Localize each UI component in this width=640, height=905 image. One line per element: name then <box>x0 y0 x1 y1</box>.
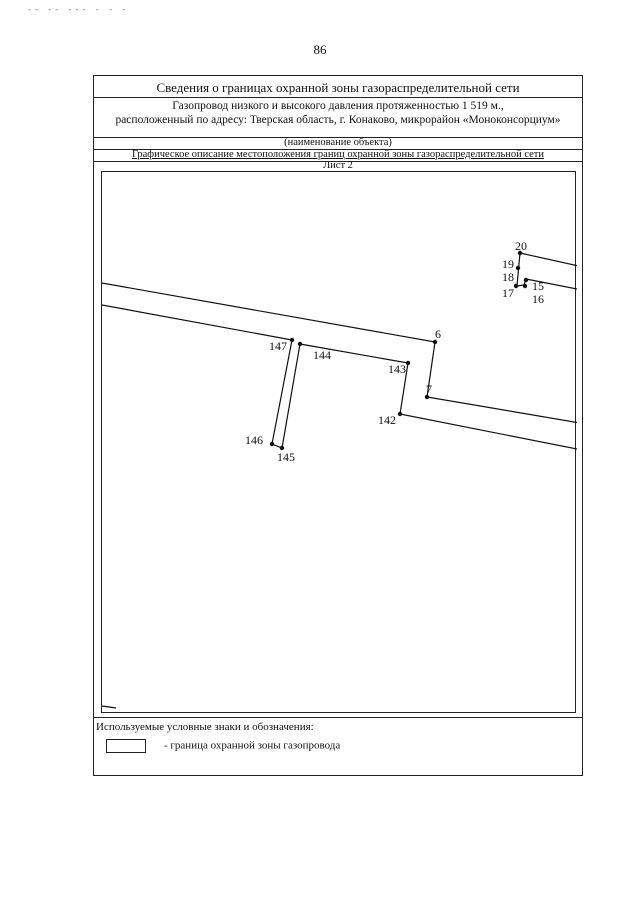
boundary-point <box>398 412 402 416</box>
point-label: 17 <box>502 286 514 300</box>
boundary-point <box>516 266 520 270</box>
legend-swatch <box>106 739 146 753</box>
boundary-point <box>406 361 410 365</box>
scan-artifact: -- -- --- - - - <box>28 4 130 14</box>
legend-title: Используемые условные знаки и обозначения: <box>96 721 314 733</box>
document-title: Сведения о границах охранной зоны газораспределительной сети <box>156 80 520 95</box>
legend-item <box>106 739 340 753</box>
boundary-map <box>101 171 576 713</box>
object-line-1: Газопровод низкого и высокого давления протяженностью 1 519 м., <box>172 100 504 112</box>
divider <box>94 97 582 98</box>
boundary-point <box>524 278 528 282</box>
point-label: 6 <box>435 327 441 341</box>
point-label: 145 <box>277 450 295 464</box>
object-caption: (наименование объекта) <box>284 137 392 148</box>
page-number: 86 <box>313 42 327 57</box>
boundary-point <box>523 284 527 288</box>
point-label: 147 <box>269 339 287 353</box>
point-label: 20 <box>515 239 527 253</box>
boundary-point <box>290 338 294 342</box>
point-label: 7 <box>426 382 432 396</box>
boundary-point <box>270 442 274 446</box>
legend-item-label: - граница охранной зоны газопровода <box>164 739 341 752</box>
boundary-line <box>102 305 577 452</box>
point-label: 18 <box>502 270 514 284</box>
boundary-line <box>102 706 116 708</box>
point-label: 146 <box>245 433 263 447</box>
point-label: 142 <box>378 413 396 427</box>
point-label: 143 <box>388 362 406 376</box>
sheet-label: Лист 2 <box>323 160 353 171</box>
boundary-point <box>298 342 302 346</box>
divider <box>94 717 582 718</box>
section-title: Графическое описание местоположения границ охранной зоны газораспределительной сети <box>131 149 545 160</box>
point-label: 16 <box>532 292 544 306</box>
document-frame <box>93 75 583 776</box>
object-line-2: расположенный по адресу: Тверская область, г. Конаково, микрорайон «Моноконсорциум» <box>115 114 561 126</box>
boundary-point <box>514 284 518 288</box>
point-label: 15 <box>532 279 544 293</box>
point-label: 144 <box>313 348 331 362</box>
boundary-line <box>102 283 577 425</box>
point-label: 19 <box>502 257 514 271</box>
boundary-map-svg <box>102 172 577 714</box>
boundary-line <box>520 253 577 269</box>
